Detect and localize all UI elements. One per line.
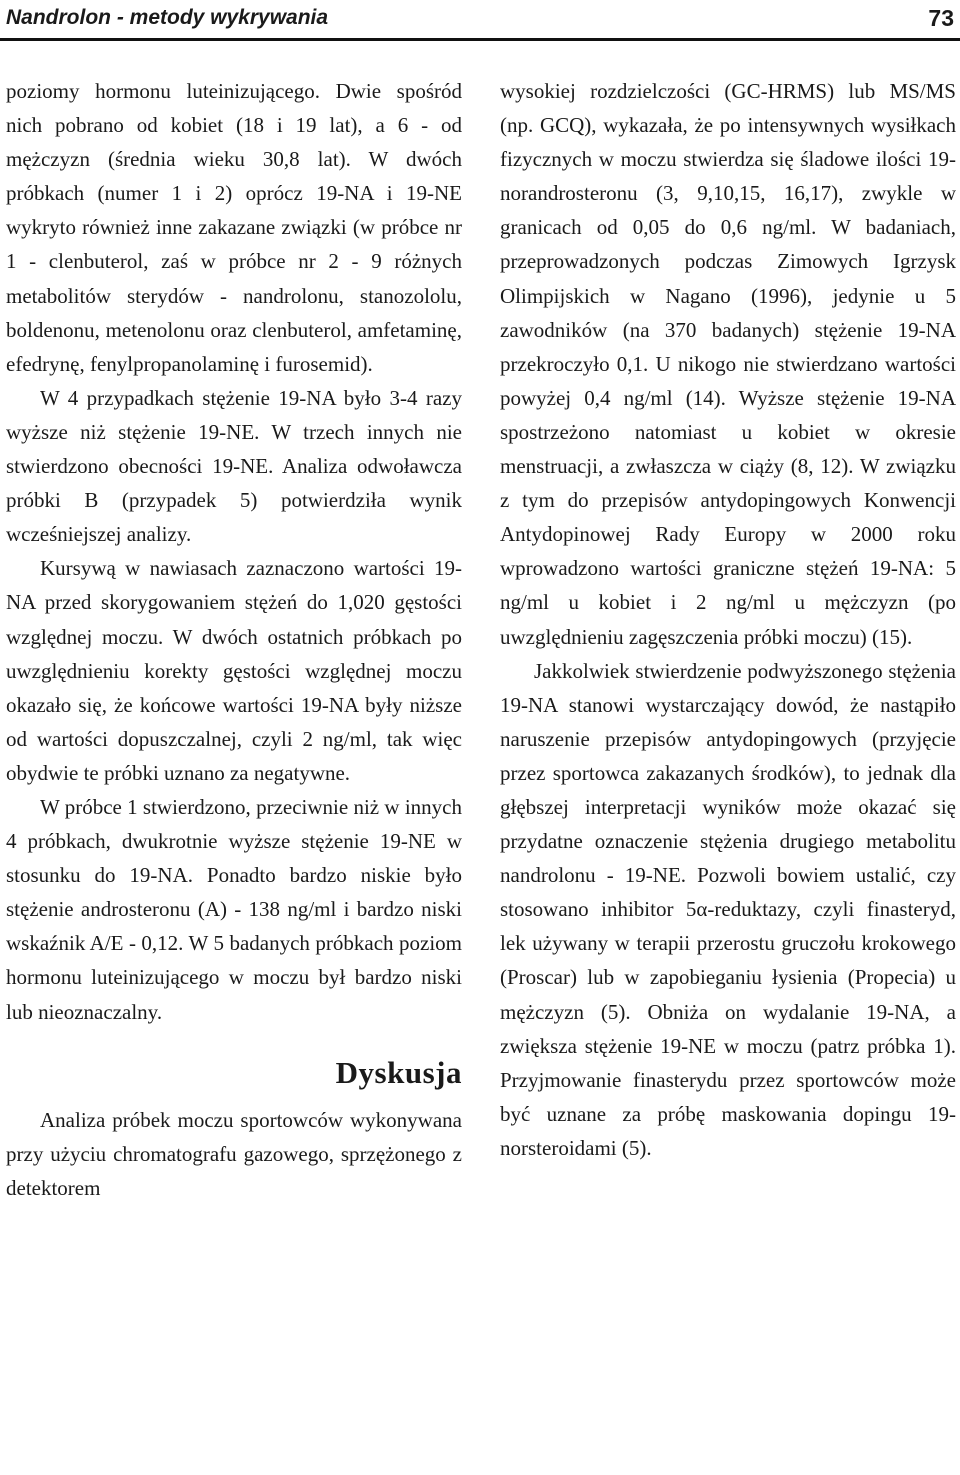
- running-head: [6, 0, 954, 36]
- paragraph: W 4 przypadkach stężenie 19-NA było 3-4 razy wyższe niż stężenie 19-NE. W trzech innych nie stwierdzono obecności 19-NE. Analiza odwoławcza próbki B (przypadek 5) potwierdziła wynik wcześniejszej analizy.: [6, 385, 462, 547]
- header-rule: [0, 38, 960, 41]
- paragraph: Kursywą w nawiasach zaznaczono wartości 19-NA przed skorygowaniem stężeń do 1,020 gęstości względnej moczu. W dwóch ostatnich próbkach po uwzględnieniu korekty gęstości względnej moczu okazało się, że końcowe wartości 19-NA były niższe od wartości dopuszczalnej, czyli 2 ng/ml, tak więc obydwie te próbki uznano za negatywne.: [6, 556, 462, 785]
- running-title: Nandrolon - metody wykrywania: [6, 6, 329, 29]
- paragraph: Jakkolwiek stwierdzenie podwyższonego stężenia 19-NA stanowi wystarczający dowód, że nastąpiło naruszenie przepisów antydopingowych (przyjęcie przez sportowca zakazanych środków), to jednak dla głębszej interpretacji wyników może okazać się przydatne oznaczenie stężenia drugiego metabolitu nandrolonu - 19-NE. Pozwoli bowiem ustalić, czy stosowano inhibitor 5α-reduktazy, czyli finasteryd, lek używany w terapii przerostu gruczołu krokowego (Proscar) lub w zapobieganiu łysienia (Propecia) u mężczyzn (5). Obniża on wydalanie 19-NA, a zwiększa stężenie 19-NE w moczu (patrz próbka 1). Przyjmowanie finasterydu przez sportowców może być uznane za próbę maskowania dopingu 19-norsteroidami (5).: [500, 658, 956, 1160]
- left-column: [6, 74, 462, 1205]
- paragraph-continued: poziomy hormonu luteinizującego. Dwie spośród nich pobrano od kobiet (18 i 19 lat), a 6 - od mężczyzn (średnia wieku 30,8 lat). W dwóch próbkach (numer 1 i 2) oprócz 19-NA i 19-NE wykryto również inne zakazane związki (w próbce nr 1 - clenbuterol, zaś w próbce nr 2 - 9 różnych metabolitów sterydów - nandrolonu, stanozololu, boldenonu, metenolonu oraz clenbuterol, amfetaminę, efedrynę, fenylpropanolaminę i furosemid).: [6, 79, 462, 376]
- section-heading: Dyskusja: [335, 1054, 462, 1090]
- paragraph: W próbce 1 stwierdzono, przeciwnie niż w innych 4 próbkach, dwukrotnie wyższe stężenie 19-NE w stosunku do 19-NA. Ponadto bardzo niskie było stężenie androsteronu (A) - 138 ng/ml i bardzo niski wskaźnik A/E - 0,12. W 5 badanych próbkach poziom hormonu luteinizującego w moczu był bardzo niski lub nieoznaczalny.: [6, 794, 462, 1024]
- page-number: 73: [928, 4, 954, 31]
- paragraph-continued: wysokiej rozdzielczości (GC-HRMS) lub MS/MS (np. GCQ), wykazała, że po intensywnych wysiłkach fizycznych w moczu stwierdza się śladowe ilości 19-norandrosteronu (3, 9,10,15, 16,17), zwykle w granicach od 0,05 do 0,6 ng/ml. W badaniach, przeprowadzonych podczas Zimowych Igrzysk Olimpijskich w Nagano (1996), jedynie u 5 zawodników (na 370 badanych) stężenie 19-NA przekroczyło 0,1. U nikogo nie stwierdzano wartości powyżej 0,4 ng/ml (14). Wyższe stężenie 19-NA spostrzeżono natomiast u kobiet w okresie menstruacji, a zwłaszcza w ciąży (8, 12). W związku z tym do przepisów antydopingowych Konwencji Antydopinowej Rady Europy w 2000 roku wprowadzono wartości graniczne stężeń 19-NA: 5 ng/ml u kobiet i 2 ng/ml u mężczyzn (po uwzględnieniu zagęszczenia próbki moczu) (15).: [500, 79, 956, 649]
- right-column: [500, 74, 956, 1165]
- paragraph: Analiza próbek moczu sportowców wykonywana przy użyciu chromatografu gazowego, sprzężonego z detektorem: [6, 1107, 462, 1200]
